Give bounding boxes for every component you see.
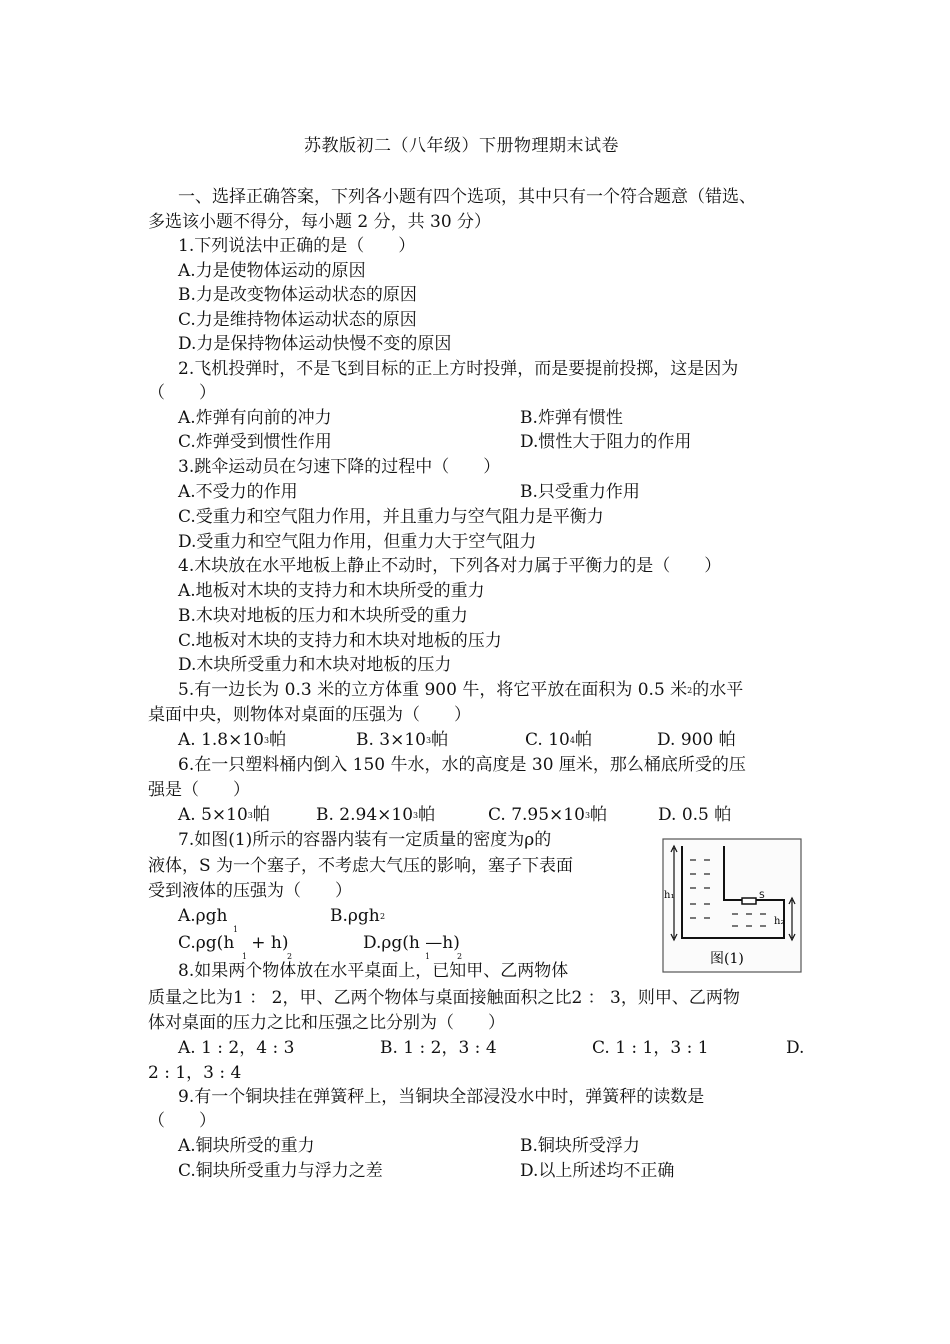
q7-b-subscript: 2 — [380, 912, 386, 921]
q7-option-c: C.ρg(h + h) — [178, 933, 289, 953]
q6-option-b — [316, 804, 435, 827]
q5-c-exponent: 4 — [569, 736, 575, 745]
q5-a-value: A. 1.8×10 — [178, 730, 264, 750]
svg-text:h₁: h₁ — [664, 890, 675, 901]
q3-stem: 3.跳伞运动员在匀速下降的过程中（ ） — [178, 457, 501, 477]
q1-option-c: C.力是维持物体运动状态的原因 — [178, 310, 417, 330]
q8-option-a: A. 1 : 2，4 : 3 — [178, 1038, 295, 1058]
q6-stem-line2: 强是（ ） — [148, 780, 250, 800]
q6-c-exponent: 3 — [584, 811, 591, 820]
q8-option-d-value: 2 : 1，3 : 4 — [148, 1063, 242, 1083]
q7-option-d: D.ρg(h —h) — [363, 933, 460, 953]
q3-option-c: C.受重力和空气阻力作用，并且重力与空气阻力是平衡力 — [178, 507, 604, 527]
q5-a-exponent: 3 — [264, 736, 270, 745]
q9-stem-line2: （ ） — [148, 1111, 216, 1131]
q9-stem-line1: 9.有一个铜块挂在弹簧秤上，当铜块全部浸没水中时，弹簧秤的读数是 — [178, 1087, 705, 1107]
q1-option-a: A.力是使物体运动的原因 — [178, 261, 366, 281]
q9-option-d: D.以上所述均不正确 — [520, 1161, 675, 1181]
q2-stem-line1: 2.飞机投弹时，不是飞到目标的正上方时投弹，而是要提前投掷，这是因为 — [178, 359, 739, 379]
q4-stem: 4.木块放在水平地板上静止不动时，下列各对力属于平衡力的是（ ） — [178, 556, 722, 576]
q5-stem-tail: 的水平 — [692, 680, 744, 700]
q7-d-subscript-2: 2 — [457, 952, 463, 961]
q8-option-b: B. 1 : 2，3 : 4 — [380, 1038, 497, 1058]
q6-option-c — [488, 804, 607, 827]
q7-c-subscript-1: 1 — [242, 952, 248, 961]
q1-stem: 1.下列说法中正确的是（ ） — [178, 236, 416, 256]
page-title: 苏教版初二（八年级）下册物理期末试卷 — [304, 136, 619, 156]
q2-stem-line2: （ ） — [148, 383, 216, 403]
q8-stem-line2: 质量之比为1 ： 2，甲、乙两个物体与桌面接触面积之比2 ： 3，则甲、乙两物 — [148, 988, 740, 1008]
q3-option-d: D.受重力和空气阻力作用，但重力大于空气阻力 — [178, 532, 537, 552]
q1-option-d: D.力是保持物体运动快慢不变的原因 — [178, 334, 452, 354]
q9-option-c: C.铜块所受重力与浮力之差 — [178, 1161, 383, 1181]
q2-option-b: B.炸弹有惯性 — [520, 408, 623, 428]
q6-b-value: B. 2.94×10 — [316, 805, 414, 825]
q5-option-b — [356, 729, 448, 752]
q5-option-c — [525, 729, 592, 752]
container-figure — [662, 838, 802, 973]
q7-d-subscript-1: 1 — [425, 952, 431, 961]
q4-option-d: D.木块所受重力和木块对地板的压力 — [178, 655, 452, 675]
section-instruction-line1: 一、选择正确答案，下列各小题有四个选项，其中只有一个符合题意（错选、 — [178, 187, 756, 207]
q7-stem-line2: 液体，S 为一个塞子，不考虑大气压的影响，塞子下表面 — [148, 856, 574, 876]
q6-a-value: A. 5×10 — [178, 805, 248, 825]
q5-b-exponent: 3 — [426, 736, 432, 745]
q6-option-a — [178, 804, 270, 827]
q5-option-d: D. 900 帕 — [657, 730, 736, 750]
q7-option-a: A.ρgh — [178, 906, 228, 926]
q7-c-subscript-2: 2 — [287, 952, 293, 961]
q2-option-d: D.惯性大于阻力的作用 — [520, 432, 692, 452]
q5-option-a — [178, 729, 286, 752]
q6-c-unit: 帕 — [590, 805, 608, 825]
q5-stem-line1 — [178, 679, 743, 702]
q6-a-exponent: 3 — [247, 811, 253, 820]
q5-b-value: B. 3×10 — [356, 730, 426, 750]
q8-stem-line3: 体对桌面的压力之比和压强之比分别为（ ） — [148, 1013, 505, 1033]
q9-option-a: A.铜块所受的重力 — [178, 1136, 315, 1156]
svg-text:h₂: h₂ — [774, 916, 785, 927]
q3-option-a: A.不受力的作用 — [178, 482, 298, 502]
q5-c-value: C. 10 — [525, 730, 570, 750]
q6-option-d: D. 0.5 帕 — [658, 805, 732, 825]
q7-stem-line3: 受到液体的压强为（ ） — [148, 881, 352, 901]
section-instruction-line2: 多选该小题不得分，每小题 2 分，共 30 分） — [148, 212, 492, 232]
q2-option-a: A.炸弹有向前的冲力 — [178, 408, 332, 428]
q6-stem-line1: 6.在一只塑料桶内倒入 150 牛水，水的高度是 30 厘米，那么桶底所受的压 — [178, 755, 746, 775]
q7-option-b: B.ρgh — [330, 906, 380, 926]
q6-b-unit: 帕 — [418, 805, 436, 825]
q5-stem-text: 5.有一边长为 0.3 米的立方体重 900 牛，将它平放在面积为 0.5 米 — [178, 680, 688, 700]
q2-option-c: C.炸弹受到惯性作用 — [178, 432, 332, 452]
q7-a-subscript: 1 — [233, 925, 239, 934]
q8-option-c: C. 1 : 1，3 : 1 — [592, 1038, 709, 1058]
q6-c-value: C. 7.95×10 — [488, 805, 585, 825]
q5-b-unit: 帕 — [431, 730, 449, 750]
q6-b-exponent: 3 — [413, 811, 419, 820]
q3-option-b: B.只受重力作用 — [520, 482, 640, 502]
q6-a-unit: 帕 — [252, 805, 270, 825]
q4-option-a: A.地板对木块的支持力和木块所受的重力 — [178, 581, 485, 601]
q4-option-c: C.地板对木块的支持力和木块对地板的压力 — [178, 631, 502, 651]
figure-s-label: S — [759, 891, 765, 901]
q5-superscript: 2 — [687, 686, 693, 695]
q7-stem-line1: 7.如图(1)所示的容器内装有一定质量的密度为ρ的 — [178, 830, 552, 850]
q4-option-b: B.木块对地板的压力和木块所受的重力 — [178, 606, 468, 626]
q5-a-unit: 帕 — [269, 730, 287, 750]
q8-option-d-letter: D. — [786, 1038, 805, 1058]
q9-option-b: B.铜块所受浮力 — [520, 1136, 640, 1156]
q8-stem-line1: 8.如果两个物体放在水平桌面上，已知甲、乙两物体 — [178, 961, 569, 981]
q1-option-b: B.力是改变物体运动状态的原因 — [178, 285, 417, 305]
figure-label: 图(1) — [710, 951, 744, 967]
q5-c-unit: 帕 — [574, 730, 592, 750]
q5-stem-line2: 桌面中央，则物体对桌面的压强为（ ） — [148, 705, 471, 725]
